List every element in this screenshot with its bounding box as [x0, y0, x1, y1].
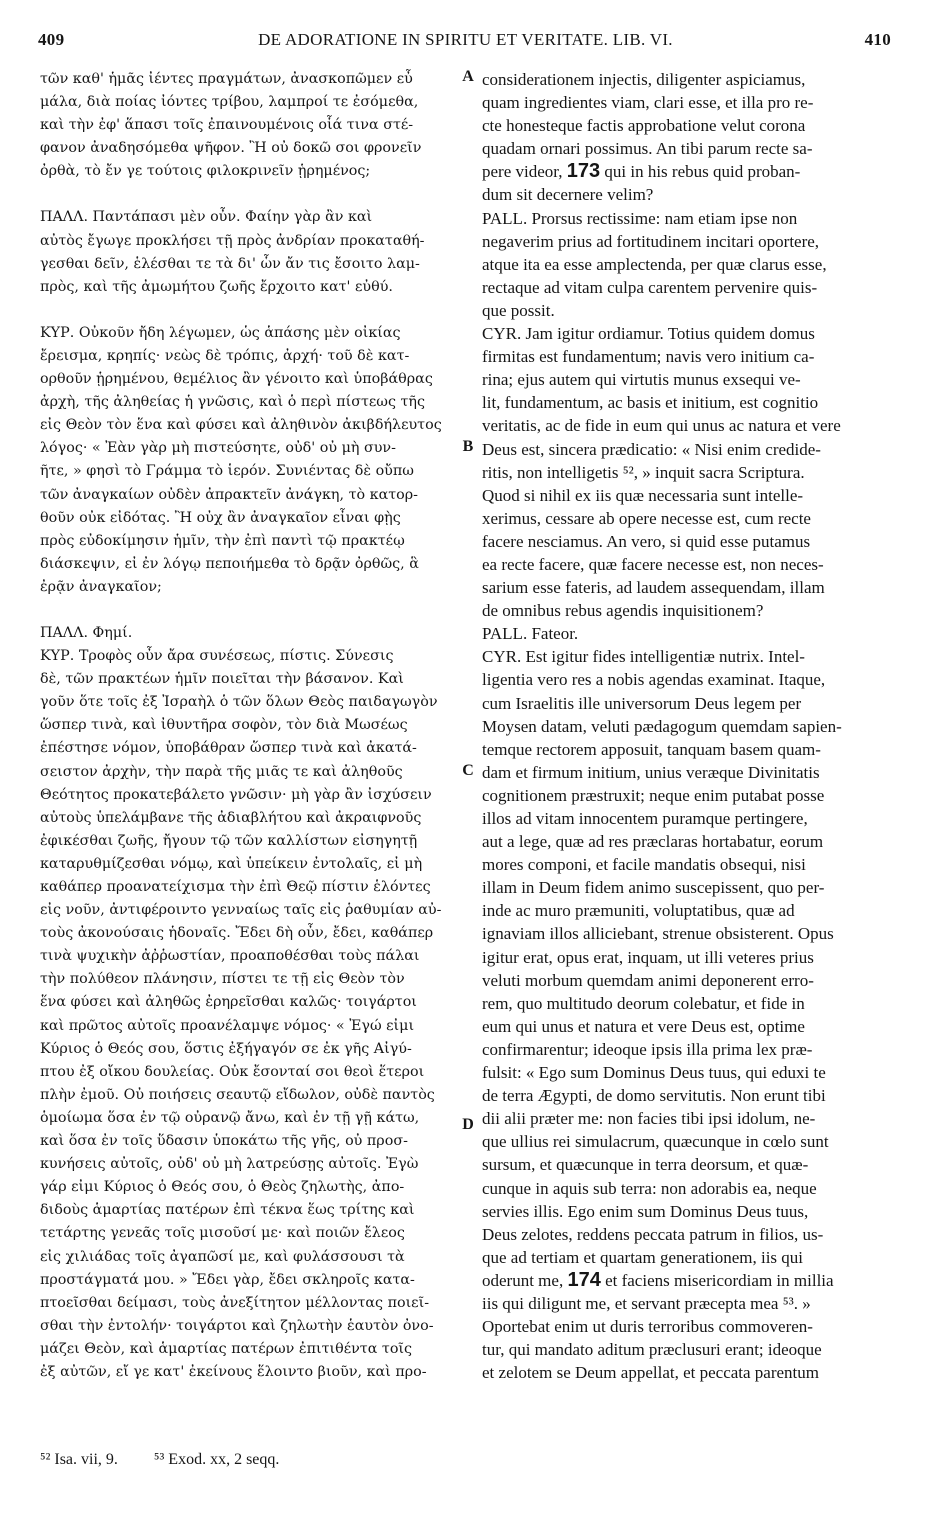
latin-text-line: que possit. — [482, 300, 555, 320]
latin-text-line: atque ita ea esse amplectenda, per quæ clarus esse, — [482, 254, 827, 274]
latin-text-line: servies illis. Ego enim sum Dominus Deus tuus, — [482, 1201, 809, 1221]
greek-text-line: ΚΥΡ. Τροφὸς οὖν ἄρα συνέσεως, πίστις. Σύνεσις — [40, 648, 394, 665]
right-page-number: 410 — [864, 30, 891, 49]
greek-text-line: αὐτοὺς ὑπελάμβανε τῆς ἀδιαβλήτου καὶ ἀκραιφνοῦς — [40, 809, 422, 826]
greek-text-line: μάλα, διὰ ποίας ἰόντες τρίβου, λαμπροί τε ἐσόμεθα, — [40, 94, 419, 111]
greek-text-line: καὶ ὅσα ἐν τοῖς ὕδασιν ὑποκάτω τῆς γῆς, οὐ προσ- — [40, 1133, 408, 1150]
latin-text-line: de terra Ægypti, de domo servitutis. Non erunt tibi — [482, 1086, 826, 1106]
greek-text-line: πρὸς, καὶ τῆς ἀμωμήτου ζωῆς ἔρχοιτο κατ' εὐθύ. — [40, 278, 393, 295]
column-number-174: 174 — [567, 1268, 601, 1291]
greek-text-line: ἔρεισμα, κρηπίς· νεὼς δὲ τρόπις, ἀρχή· τοῦ δὲ κατ- — [40, 347, 410, 364]
latin-text-line: quam ingredientes viam, clari esse, et illa pro re- — [482, 93, 814, 113]
greek-text-line: ἐξ αὐτῶν, εἴ γε κατ' ἐκείνους ἕλοιντο βιοῦν, καὶ προ- — [40, 1363, 427, 1380]
margin-letter-b: B — [462, 438, 474, 455]
latin-text-line: Deus zelotes, reddens peccata patrum in filios, us- — [482, 1224, 824, 1244]
latin-text-line: ignaviam illos alliciebant, strenue obsisterent. Opus — [482, 924, 834, 944]
latin-text-line: cte honesteque factis approbatione velut corona — [482, 116, 806, 136]
footnotes — [40, 1451, 900, 1469]
paragraph-gap — [40, 599, 458, 622]
greek-text-line: ἐρᾷν ἀναγκαῖον; — [40, 578, 162, 595]
greek-text-line: ΠΑΛΛ. Παντάπασι μὲν οὖν. Φαίην γὰρ ἂν καὶ — [40, 209, 373, 226]
latin-text-line: dii alii præter me: non facies tibi ipsi idolum, ne- — [482, 1109, 816, 1129]
latin-text-line: confirmarentur; ideoque ipsis illa prima lex præ- — [482, 1039, 813, 1059]
greek-text-line: ἐπέστησε νόμον, ὑποβάθραν ὥσπερ τινὰ καὶ ἀκατά- — [40, 740, 417, 757]
greek-text-line: καὶ τὴν ἐφ' ἅπασι τοῖς ἐπαινουμένοις οἷά τινα στέ- — [40, 117, 414, 134]
greek-text-line: ΠΑΛΛ. Φημί. — [40, 624, 133, 641]
latin-text-line: facere nesciamus. An vero, si quid esse putamus — [482, 531, 811, 551]
latin-text-line: PALL. Prorsus rectissime: nam etiam ipse non — [482, 208, 798, 228]
latin-text-line: veritatis, ac de fide in eum qui unus ac natura et vere — [482, 416, 841, 436]
greek-text-line: θοῦν οὐκ εἰδότας. Ἢ οὐχ ἂν ἀναγκαῖον εἶναι φῂς — [40, 509, 401, 526]
greek-text-line: καταρυθμίζεσθαι νόμῳ, καὶ ὑπείκειν ἐντολαῖς, εἰ μὴ — [40, 855, 423, 872]
latin-text-line: Deus est, sincera prædicatio: « Nisi enim credide- — [482, 439, 821, 459]
latin-text-line: rina; ejus autem qui virtutis munus exsequi ve- — [482, 370, 801, 390]
greek-text-line: τετάρτης γενεᾶς τοῖς μισοῦσί με· καὶ ποιῶν ἔλεος — [40, 1225, 405, 1242]
greek-column — [40, 68, 458, 1384]
latin-text-line: sarium esse fateris, ad laudem assequendam, illam — [482, 578, 825, 598]
greek-text-line: ὁμοίωμα ὅσα ἐν τῷ οὐρανῷ ἄνω, καὶ ἐν τῇ γῇ κάτω, — [40, 1109, 420, 1126]
latin-text-line: cunque in aquis sub terra: non adorabis ea, neque — [482, 1178, 817, 1198]
margin-letter-d: D — [462, 1116, 474, 1133]
latin-text-line: firmitas est fundamentum; navis vero initium ca- — [482, 347, 815, 367]
greek-text-line: πλὴν ἐμοῦ. Οὐ ποιήσεις σεαυτῷ εἴδωλον, οὐδὲ παντὸς — [40, 1086, 435, 1103]
greek-text-line: ῆτε, » φησὶ τὸ Γράμμα τὸ ἱερόν. Συνιέντας δὲ οὔπω — [40, 463, 414, 480]
greek-text-line: γεσθαι δεῖν, ἑλέσθαι τε τὰ δι' ὧν ἄν τις ἔσοιτο λαμ- — [40, 255, 420, 272]
greek-text-line: ορθοῦν ᾑρημένου, θεμέλιος ἂν γένοιτο καὶ ὑποβάθρας — [40, 371, 433, 388]
greek-text-line: ὀρθὰ, τὸ ἔν γε τούτοις φιλοκρινεῖν ᾑρημένος; — [40, 163, 371, 180]
greek-text-line: δὲ, τῶν πρακτέων ἡμῖν ποιεῖται τὴν βάσανον. Καὶ — [40, 671, 404, 688]
latin-text-line: cum Israelitis ille universorum Deus legem per — [482, 693, 802, 713]
latin-text-line: lit, fundamentum, ac basis et initium, est cognitio — [482, 393, 819, 413]
greek-text-line: εἰς Θεὸν τὸν ἕνα καὶ φύσει καὶ ἀληθινὸν ἀκιβδήλευτος — [40, 417, 442, 434]
latin-text-line: Quod si nihil ex iis quæ necessaria sunt intelle- — [482, 485, 804, 505]
greek-text-line: πτοεῖσθαι δείμασι, τοὺς ἀνεξίτητον μέλλοντας ποιεῖ- — [40, 1294, 430, 1311]
greek-text-line: αὐτὸς ἔγωγε προκλήσει τῇ πρὸς ἀνδρίαν προκαταθή- — [40, 232, 425, 249]
latin-text-line: que ad tertiam et quartam generationem, iis qui — [482, 1247, 803, 1267]
left-page-number: 409 — [38, 30, 65, 49]
latin-text-line: oderunt me, 174 et faciens misericordiam in millia — [482, 1268, 834, 1291]
margin-letter-a: A — [462, 68, 474, 85]
footnote-53: ⁵³ Exod. xx, 2 seqq. — [153, 1451, 280, 1468]
greek-text-line: φανον ἀναδησόμεθα ψῆφον. Ἢ οὐ δοκῶ σοι φρονεῖν — [40, 140, 422, 157]
greek-text-line: σθαι τὴν ἐντολήν· τοιγάρτοι καὶ ζηλωτὴν ἑαυτὸν ὀνο- — [40, 1317, 434, 1334]
greek-text-line: τινὰ ψυχικὴν ἀῤῥωστίαν, προαποθέσθαι τοὺς πάλαι — [40, 948, 420, 965]
greek-text-line: Κύριος ὁ Θεός σου, ὅστις ἐξήγαγόν σε ἐκ γῆς Αἰγύ- — [40, 1040, 412, 1057]
latin-text-line: dum sit decernere velim? — [482, 185, 654, 205]
latin-text-line: negaverim prius ad fortitudinem incitari oportere, — [482, 231, 820, 251]
latin-text-line: temque rectorem apposuit, tanquam basem quam- — [482, 739, 821, 759]
greek-text-line: λόγος· « Ἐὰν γὰρ μὴ πιστεύσητε, οὐδ' οὐ μὴ συν- — [40, 440, 396, 457]
latin-column — [482, 68, 894, 1384]
latin-text-line: ligentia vero res a nobis agendas examinat. Itaque, — [482, 670, 826, 690]
latin-text-line: aut a lege, quæ ad res præclaras hortabatur, eorum — [482, 832, 824, 852]
greek-text-line: καὶ πρῶτος αὐτοῖς προανέλαμψε νόμος· « Ἐγώ εἰμι — [40, 1017, 415, 1034]
greek-text-line: γάρ εἰμι Κύριος ὁ Θεός σου, ὁ Θεὸς ζηλωτὴς, ἀπο- — [40, 1179, 405, 1196]
latin-text-line: xerimus, cessare ab opere necesse est, cum recte — [482, 508, 811, 528]
greek-text-line: προστάγματά μου. » Ἔδει γὰρ, ἔδει σκληροῖς κατα- — [40, 1271, 415, 1288]
latin-text-line: fulsit: « Ego sum Dominus Deus tuus, qui eduxi te — [482, 1063, 826, 1083]
latin-text-line: illos ad vitam innocentem puramque pertingere, — [482, 809, 808, 828]
latin-text-line: cognitionem præstruxit; neque enim putabat posse — [482, 785, 825, 805]
greek-text-line: Θεότητος προκατεβάλετο γνῶσιν· μὴ γὰρ ἂν ἰσχύσειν — [40, 786, 432, 803]
greek-text-line: ἐφικέσθαι ζωῆς, ἤγουν τῷ τῶν καλλίστων εἰσηγητῇ — [40, 832, 418, 849]
margin-letter-c: C — [462, 762, 474, 779]
latin-text-line: inde ac muro præmuniti, voluptatibus, quæ ad — [482, 901, 795, 921]
greek-text-line: ἀρχὴ, τῆς ἀληθείας ἡ γνῶσις, καὶ ὁ περὶ πίστεως τῆς — [40, 394, 425, 411]
footnote-52: ⁵² Isa. vii, 9. — [40, 1451, 118, 1468]
greek-text-line: καθάπερ προανατείχισμα τὴν ἐπὶ Θεῷ πίστιν ἑλόντες — [40, 879, 431, 895]
paragraph-gap — [40, 299, 458, 322]
latin-text-line: iis qui diligunt me, et servant præcepta mea ⁵³. » — [482, 1293, 811, 1313]
latin-text-line: et zelotem se Deum appellat, et peccata parentum — [482, 1363, 820, 1383]
greek-text-line: κυνήσεις αὐτοῖς, οὐδ' οὐ μὴ λατρεύσῃς αὐτοῖς. Ἐγὼ — [40, 1156, 419, 1173]
greek-text-line: εἰς νοῦν, ἀντιφέροιντο γενναίως ταῖς εἰς ῥαθυμίαν αὐ- — [40, 902, 442, 919]
latin-text-line: de omnibus rebus agendis inquisitionem? — [482, 601, 764, 621]
latin-text-line: ritis, non intelligetis ⁵², » inquit sacra Scriptura. — [482, 462, 805, 482]
greek-text-line: τὴν πολύθεον πλάνησιν, πίστει τε τῇ εἰς Θεὸν τὸν — [40, 971, 405, 988]
greek-text-line: ὥσπερ τινὰ, καὶ ἰθυντῆρα σοφὸν, τὸν διὰ Μωσέως — [40, 717, 408, 734]
page-header — [0, 30, 931, 56]
latin-text-line: sursum, et quæcunque in terra deorsum, et quæ- — [482, 1155, 809, 1175]
latin-text-line: illam in Deum fidem animo suscepissent, quo per- — [482, 878, 825, 898]
greek-text-line: πτου ἐξ οἴκου δουλείας. Οὐκ ἔσονταί σοι θεοὶ ἕτεροι — [40, 1063, 425, 1080]
greek-text-line: ΚΥΡ. Οὐκοῦν ἤδη λέγωμεν, ὡς ἁπάσης μὲν οἰκίας — [40, 324, 401, 341]
latin-text-line: mores componi, et facile mandatis obsequi, nisi — [482, 855, 806, 875]
latin-text-line: pere videor, 173 qui in his rebus quid proban- — [482, 160, 801, 183]
greek-text-line: τῶν καθ' ἡμᾶς ἰέντες πραγμάτων, ἀνασκοπῶμεν εὖ — [40, 71, 413, 87]
greek-text-line: μάζει Θεὸν, καὶ ἁμαρτίας πατέρων ἐπιτιθέντα τοῖς — [40, 1340, 413, 1357]
paragraph-gap — [40, 183, 458, 206]
latin-text-line: CYR. Jam igitur ordiamur. Totius quidem domus — [482, 324, 815, 344]
latin-text-line: tur, qui mandato aditum præclusuri erant; ideoque — [482, 1340, 822, 1360]
latin-text-line: igitur erat, opus erat, inquam, ut illi veteres prius — [482, 947, 814, 967]
latin-text-line: eum qui unus et natura et vere Deus est, optime — [482, 1016, 805, 1036]
greek-text-line: τοὺς ἀκονούσαις ἡδοναῖς. Ἔδει δὴ οὖν, ἔδει, καθάπερ — [40, 925, 434, 942]
latin-text-line: CYR. Est igitur fides intelligentiæ nutrix. Intel- — [482, 647, 805, 667]
latin-text-line: PALL. Fateor. — [482, 624, 579, 644]
greek-text-line: τῶν ἀναγκαίων οὐδὲν ἀπρακτεῖν ἀνάγκη, τὸ κατορ- — [40, 486, 418, 503]
latin-text-line: que ullius rei simulacrum, quæcunque in cœlo sunt — [482, 1132, 829, 1152]
latin-text-line: veluti morbum quemdam animi deponerent erro- — [482, 970, 814, 990]
greek-text-line: εἰς χιλιάδας τοῖς ἀγαπῶσί με, καὶ φυλάσσουσι τὰ — [40, 1248, 405, 1265]
latin-text-line: dam et firmum initium, unius veræque Divinitatis — [482, 762, 820, 782]
latin-text-line: quadam ornari possimus. An tibi parum recte sa- — [482, 139, 813, 159]
latin-text-line: ea recte facere, quæ facere necesse est, non neces- — [482, 554, 824, 574]
column-number-173: 173 — [566, 160, 601, 183]
running-title: DE ADORATIONE IN SPIRITU ET VERITATE. LIB. VI. — [258, 30, 673, 49]
greek-text-line: ἕνα φύσει καὶ ἀληθῶς ἐρηρεῖσθαι καλῶς· τοιγάρτοι — [40, 994, 417, 1011]
greek-text-line: σειστον ἀρχὴν, τὴν παρὰ τῆς μιᾶς τε καὶ ἀληθοῦς — [40, 763, 403, 780]
latin-text-line: considerationem injectis, diligenter aspiciamus, — [482, 70, 806, 89]
latin-text-line: Oportebat enim ut duris terroribus commoveren- — [482, 1317, 813, 1337]
greek-text-line: γοῦν ὅτε τοῖς ἐξ Ἰσραὴλ ὁ τῶν ὅλων Θεὸς παιδαγωγὸν — [40, 694, 438, 711]
latin-text-line: rem, quo multitudo deorum colebatur, et fide in — [482, 993, 805, 1013]
greek-text-line: πρὸς εὐδοκίμησιν ἡμῖν, τὴν ἐπὶ παντὶ τῷ πρακτέῳ — [40, 532, 405, 549]
greek-text-line: διάσκεψιν, εἰ ἐν λόγῳ πεποιήμεθα τὸ δρᾷν ὀρθῶς, ἃ — [40, 555, 419, 572]
greek-text-line: διδοὺς ἁμαρτίας πατέρων ἐπὶ τέκνα ἕως τρίτης καὶ — [40, 1202, 415, 1219]
latin-text-line: Moysen datam, veluti pædagogum quemdam sapien- — [482, 716, 842, 736]
latin-text-line: rectaque ad vitam culpa carentem pervenire quis- — [482, 277, 818, 297]
